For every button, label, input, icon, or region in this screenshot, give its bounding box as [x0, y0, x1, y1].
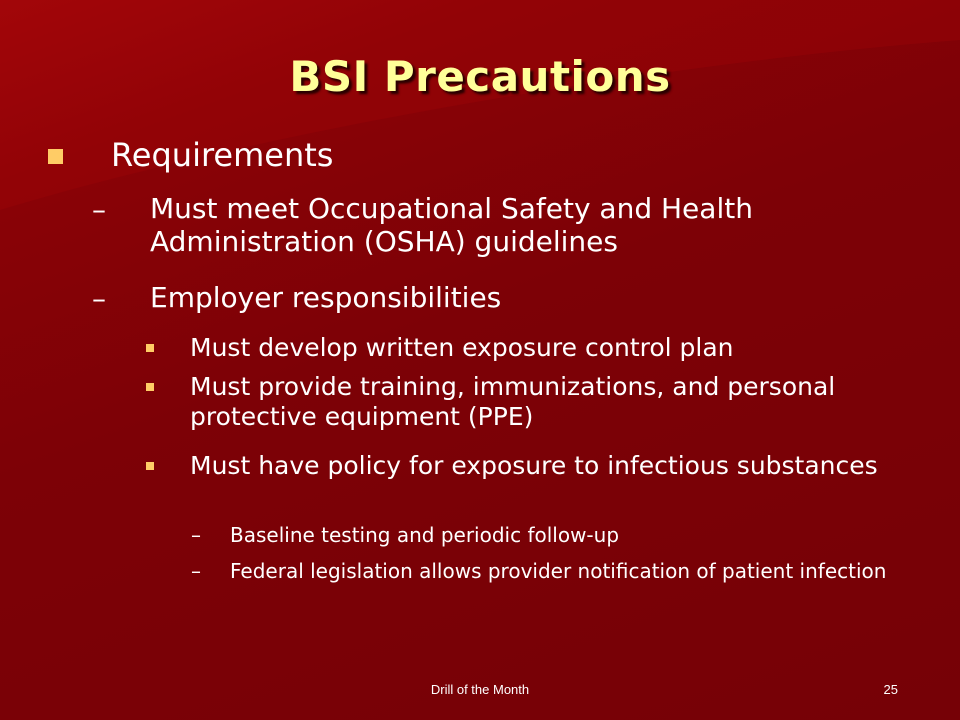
dash-icon: –	[191, 559, 201, 583]
dash-icon: –	[191, 523, 201, 547]
small-square-bullet-icon	[146, 344, 154, 352]
dash-icon: –	[92, 282, 106, 315]
sub-bullet-text: Employer responsibilities	[150, 281, 502, 314]
footer-title: Drill of the Month	[430, 682, 530, 697]
small-square-bullet-icon	[146, 383, 154, 391]
subitem-text: Baseline testing and periodic follow-up	[230, 523, 620, 547]
page-number: 25	[883, 682, 898, 697]
bullet-text: Requirements	[111, 136, 334, 174]
square-bullet-icon	[48, 149, 63, 164]
small-square-bullet-icon	[146, 462, 154, 470]
dash-icon: –	[92, 193, 106, 226]
sub-bullet-text: Must meet Occupational Safety and Health Administration (OSHA) guidelines	[150, 192, 753, 258]
slide-title: BSI Precautions	[289, 52, 671, 101]
item-text: Must provide training, immunizations, and personal protective equipment (PPE)	[190, 372, 836, 431]
subitem-text: Federal legislation allows provider notification of patient infection	[230, 559, 887, 583]
item-text: Must develop written exposure control plan	[190, 333, 734, 362]
item-text: Must have policy for exposure to infectious substances	[190, 451, 878, 480]
